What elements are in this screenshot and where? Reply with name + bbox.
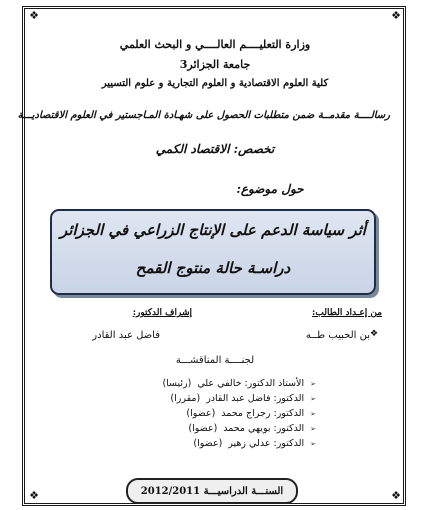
academic-year-box bbox=[126, 478, 298, 504]
academic-year: السنـــة الدراسيـــة 2012/2011 bbox=[140, 486, 284, 497]
member-name: الدكتور: عدلي زهير bbox=[228, 438, 305, 449]
thesis-title-line-2: دراسـة حالة منتوج القمح bbox=[135, 259, 291, 277]
arrow-bullet-icon: ➢ bbox=[310, 380, 316, 388]
list-item bbox=[120, 376, 316, 391]
member-name: الدكتور: بويهي محمد bbox=[223, 423, 305, 434]
thesis-title-box bbox=[50, 209, 376, 295]
about-label: حول موضوع: bbox=[236, 182, 304, 196]
arrow-bullet-icon: ➢ bbox=[310, 440, 316, 448]
corner-ornament-icon: ❖ bbox=[29, 489, 39, 502]
corner-ornament-icon: ❖ bbox=[391, 489, 401, 502]
specialization: تخصص: الاقتصاد الكمي bbox=[155, 142, 275, 156]
ministry-heading: وزارة التعليــــم العالــــي و البحث العلمي bbox=[119, 38, 311, 51]
member-role: (عضوا) bbox=[193, 438, 223, 449]
corner-ornament-icon: ❖ bbox=[391, 9, 401, 22]
member-name: الأستاذ الدكتور: خالفي علي bbox=[197, 378, 305, 389]
member-role: (مقررا) bbox=[170, 393, 201, 404]
member-name: الدكتور: رجراج محمد bbox=[221, 408, 305, 419]
list-item bbox=[120, 391, 316, 406]
diamond-bullet-icon: ❖ bbox=[370, 329, 379, 339]
university-name: جامعة الجزائر3 bbox=[179, 58, 251, 71]
thesis-description: رسالــــة مقدمــة ضمن متطلبات الحصول على شهـادة المـاجستير في العلوم الاقتصاديـــة bbox=[17, 110, 390, 121]
student-name: بن الحبيب طــه bbox=[305, 330, 370, 341]
faculty-name: كلية العلوم الاقتصادية و العلوم التجارية و علوم التسيير bbox=[101, 78, 329, 89]
arrow-bullet-icon: ➢ bbox=[310, 410, 316, 418]
arrow-bullet-icon: ➢ bbox=[310, 395, 316, 403]
member-role: (عضوا) bbox=[188, 423, 218, 434]
student-label: من إعـداد الطالب: bbox=[312, 308, 382, 318]
member-role: (رئيسا) bbox=[162, 378, 192, 389]
supervisor-name: فاضل عبد القادر bbox=[92, 330, 160, 341]
list-item bbox=[120, 406, 316, 421]
supervisor-label: إشراف الدكتور: bbox=[132, 308, 192, 318]
arrow-bullet-icon: ➢ bbox=[310, 425, 316, 433]
list-item bbox=[120, 421, 316, 436]
corner-ornament-icon: ❖ bbox=[29, 9, 39, 22]
member-role: (عضوا) bbox=[186, 408, 216, 419]
committee-list bbox=[120, 376, 316, 451]
thesis-title-line-1: أثر سياسة الدعم على الإنتاج الزراعي في الجزائر bbox=[60, 221, 366, 239]
committee-title: لجنــــة المناقشـــة bbox=[175, 355, 255, 366]
member-name: الدكتور: فاضل عبد القادر bbox=[206, 393, 305, 404]
list-item bbox=[120, 436, 316, 451]
